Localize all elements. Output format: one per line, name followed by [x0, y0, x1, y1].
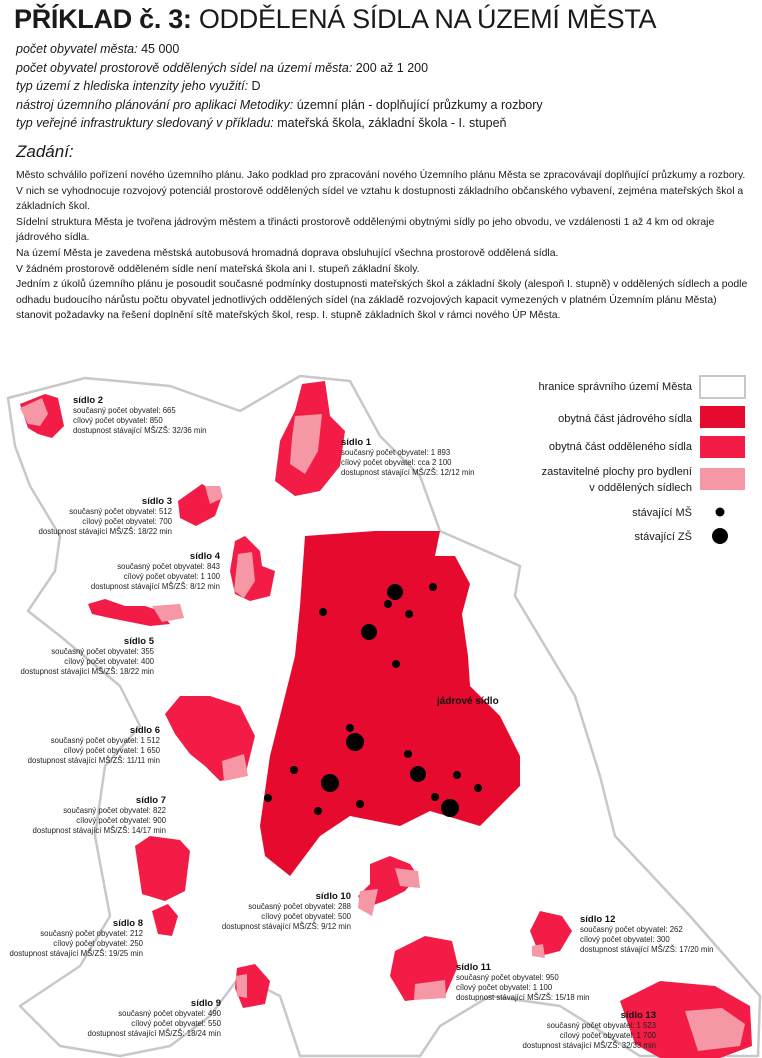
svg-text:sídlo 4: sídlo 4 [189, 551, 220, 562]
svg-text:současný počet obyvatel: 843: současný počet obyvatel: 843 [117, 562, 220, 571]
legend-separate-label: obytná část odděleného sídla [548, 441, 692, 453]
svg-text:dostupnost stávající MŠ/ZŠ: 17: dostupnost stávající MŠ/ZŠ: 17/20 min [580, 945, 714, 954]
svg-text:sídlo 3: sídlo 3 [141, 496, 172, 507]
svg-text:současný počet obyvatel: 262: současný počet obyvatel: 262 [580, 925, 683, 934]
param-population: počet obyvatel města: 45 000 [16, 42, 180, 56]
svg-text:dostupnost stávající MŠ/ZŠ: 18: dostupnost stávající MŠ/ZŠ: 18/22 min [38, 527, 172, 536]
svg-text:sídlo 6: sídlo 6 [129, 725, 160, 736]
svg-text:současný počet obyvatel: 512: současný počet obyvatel: 512 [69, 507, 172, 516]
svg-text:dostupnost stávající MŠ/ZŠ: 18: dostupnost stávající MŠ/ZŠ: 18/24 min [87, 1029, 221, 1038]
svg-text:současný počet obyvatel: 665: současný počet obyvatel: 665 [73, 406, 176, 415]
legend-kindergarten-label: stávající MŠ [632, 507, 692, 519]
legend-buildable-swatch [700, 468, 745, 490]
svg-text:dostupnost stávající MŠ/ZŠ: 19: dostupnost stávající MŠ/ZŠ: 19/25 min [9, 949, 143, 958]
paragraph: V žádném prostorově odděleném sídle není mateřská škola ani I. stupeň základní školy. [16, 263, 420, 275]
legend-boundary-swatch [700, 376, 745, 398]
paragraph: Sídelní struktura Města je tvořena jádrovým městem a třinácti prostorově oddělenými obytnými sídly po jeho obvodu, ve vzdálenosti 1 až 4 km od okraje jádrového sídla. [16, 216, 715, 244]
svg-text:cílový počet obyvatel: 500: cílový počet obyvatel: 500 [261, 912, 351, 921]
svg-text:sídlo 11: sídlo 11 [456, 962, 491, 973]
svg-text:cílový počet obyvatel: 1 700: cílový počet obyvatel: 1 700 [559, 1031, 656, 1040]
kindergarten-dot [356, 800, 364, 808]
svg-text:sídlo 12: sídlo 12 [580, 914, 616, 925]
school-dot [346, 733, 364, 751]
kindergarten-dot [384, 600, 392, 608]
assignment-text [16, 168, 751, 324]
param-planning-tool: nástroj územního plánování pro aplikaci Metodiky: územní plán - doplňující průzkumy a rozbory [16, 97, 543, 112]
svg-text:současný počet obyvatel: 1 512: současný počet obyvatel: 1 512 [50, 736, 160, 745]
legend-core-swatch [700, 406, 745, 428]
school-dot [441, 799, 459, 817]
param-separate-population: počet obyvatel prostorově oddělených sídel na území města: 200 až 1 200 [16, 60, 429, 75]
kindergarten-dot [405, 610, 413, 618]
svg-text:současný počet obyvatel: 288: současný počet obyvatel: 288 [248, 902, 351, 911]
legend-buildable-label-2: v oddělených sídlech [589, 482, 692, 494]
kindergarten-dot [431, 793, 439, 801]
legend-core-label: obytná část jádrového sídla [558, 413, 692, 425]
svg-text:současný počet obyvatel: 490: současný počet obyvatel: 490 [118, 1009, 221, 1018]
paragraph: Na území Města je zavedena městská autobusová hromadná doprava obsluhující všechna prostorově oddělená sídla. [16, 247, 559, 259]
svg-text:dostupnost stávající MŠ/ZŠ: 12: dostupnost stávající MŠ/ZŠ: 12/12 min [341, 468, 475, 477]
paragraph: Jedním z úkolů územního plánu je posoudit současné podmínky dostupnosti mateřských škol a základní školy (alespoň I. stupně) v oddělených sídlech a podle odhadu budoucího nárůstu počtu obyvatel jednotlivých oddělených sídel (na základě rozvojových kapacit vymezených v platném Územním plánu Města) stanovit požadavky na řešení doplnění sítě mateřských škol, resp. I. stupně základních škol v rámci nového ÚP Města. [16, 279, 748, 322]
svg-text:dostupnost stávající MŠ/ZŠ: 9/: dostupnost stávající MŠ/ZŠ: 9/12 min [221, 922, 351, 931]
svg-text:dostupnost stávající MŠ/ZŠ: 8/: dostupnost stávající MŠ/ZŠ: 8/12 min [90, 582, 220, 591]
svg-text:současný počet obyvatel: 822: současný počet obyvatel: 822 [63, 806, 166, 815]
kindergarten-dot [392, 660, 400, 668]
assignment-heading: Zadání: [16, 142, 74, 161]
kindergarten-dot [453, 771, 461, 779]
map-legend [539, 376, 745, 544]
svg-text:sídlo 7: sídlo 7 [135, 795, 166, 806]
svg-text:sídlo 1: sídlo 1 [341, 437, 372, 448]
svg-text:dostupnost stávající MŠ/ZŠ: 32: dostupnost stávající MŠ/ZŠ: 32/36 min [73, 426, 207, 435]
svg-text:dostupnost stávající MŠ/ZŠ: 18: dostupnost stávající MŠ/ZŠ: 18/22 min [20, 667, 154, 676]
svg-text:sídlo 5: sídlo 5 [123, 636, 154, 647]
kindergarten-dot [290, 766, 298, 774]
page-title [14, 4, 656, 35]
kindergarten-dot [264, 794, 272, 802]
svg-text:cílový počet obyvatel: 1 100: cílový počet obyvatel: 1 100 [123, 572, 220, 581]
legend-separate-swatch [700, 436, 745, 458]
svg-text:cílový počet obyvatel: 250: cílový počet obyvatel: 250 [53, 939, 143, 948]
kindergarten-dot [314, 807, 322, 815]
svg-text:cílový počet obyvatel: 400: cílový počet obyvatel: 400 [64, 657, 154, 666]
school-dot [321, 774, 339, 792]
title-rest: ODDĚLENÁ SÍDLA NA ÚZEMÍ MĚSTA [191, 4, 657, 34]
title-bold: PŘÍKLAD č. 3: [14, 4, 192, 34]
svg-text:sídlo 2: sídlo 2 [73, 395, 104, 406]
settlement-7-area [135, 836, 190, 901]
legend-buildable-label: zastavitelné plochy pro bydlení [541, 466, 692, 478]
school-dot [361, 624, 377, 640]
svg-text:cílový počet obyvatel: 550: cílový počet obyvatel: 550 [131, 1019, 221, 1028]
svg-text:dostupnost stávající MŠ/ZŠ: 14: dostupnost stávající MŠ/ZŠ: 14/17 min [32, 826, 166, 835]
kindergarten-dot [346, 724, 354, 732]
settlement-9-buildable [236, 974, 247, 998]
svg-text:současný počet obyvatel: 355: současný počet obyvatel: 355 [51, 647, 154, 656]
svg-text:cílový počet obyvatel: cca 2 1: cílový počet obyvatel: cca 2 100 [341, 458, 452, 467]
school-dot [410, 766, 426, 782]
settlement-12-buildable [532, 944, 545, 958]
svg-text:současný počet obyvatel: 1 523: současný počet obyvatel: 1 523 [546, 1021, 656, 1030]
svg-text:cílový počet obyvatel: 300: cílový počet obyvatel: 300 [580, 935, 670, 944]
svg-text:cílový počet obyvatel: 1 650: cílový počet obyvatel: 1 650 [63, 746, 160, 755]
core-settlement-label: jádrové sídlo [437, 696, 499, 707]
svg-text:sídlo 9: sídlo 9 [190, 998, 221, 1009]
svg-text:cílový počet obyvatel: 1 100: cílový počet obyvatel: 1 100 [456, 983, 553, 992]
svg-text:sídlo 13: sídlo 13 [620, 1010, 656, 1021]
param-area-type: typ území z hlediska intenzity jeho využití: D [16, 79, 261, 93]
svg-text:cílový počet obyvatel: 900: cílový počet obyvatel: 900 [76, 816, 166, 825]
svg-text:dostupnost stávající MŠ/ZŠ: 11: dostupnost stávající MŠ/ZŠ: 11/11 min [27, 756, 160, 765]
svg-text:sídlo 10: sídlo 10 [315, 891, 351, 902]
svg-text:sídlo 8: sídlo 8 [112, 918, 143, 929]
kindergarten-dot [404, 750, 412, 758]
svg-text:cílový počet obyvatel: 850: cílový počet obyvatel: 850 [73, 416, 163, 425]
param-infrastructure-type: typ veřejné infrastruktury sledovaný v příkladu: mateřská škola, základní škola - I. stupeň [16, 116, 507, 130]
svg-text:dostupnost stávající MŠ/ZŠ: 15: dostupnost stávající MŠ/ZŠ: 15/18 min [456, 993, 590, 1002]
legend-boundary-label: hranice správního území Města [538, 381, 692, 393]
paragraph: Město schválilo pořízení nového územního plánu. Jako podklad pro zpracování nového Územního plánu Města se zpracovávají doplňující průzkumy a rozbory. V nich se vyhodnocuje rozvojový potenciál prostorově oddělených sídel ve vztahu k dostupnosti základního občanského vybavení, zejména mateřských škol a základních škol. [16, 170, 746, 213]
legend-school-label: stávající ZŠ [634, 531, 692, 543]
svg-text:cílový počet obyvatel: 700: cílový počet obyvatel: 700 [82, 517, 172, 526]
kindergarten-dot [429, 583, 437, 591]
territory-map [0, 356, 762, 1058]
svg-text:současný počet obyvatel: 1 893: současný počet obyvatel: 1 893 [341, 448, 451, 457]
svg-text:současný počet obyvatel: 212: současný počet obyvatel: 212 [40, 929, 143, 938]
parameters-list [16, 40, 543, 133]
legend-kindergarten-dot [716, 508, 725, 517]
svg-text:dostupnost stávající MŠ/ZŠ: 32: dostupnost stávající MŠ/ZŠ: 32/33 min [522, 1041, 656, 1050]
legend-school-dot [712, 528, 728, 544]
school-dot [387, 584, 403, 600]
kindergarten-dot [474, 784, 482, 792]
kindergarten-dot [319, 608, 327, 616]
svg-text:současný počet obyvatel: 950: současný počet obyvatel: 950 [456, 973, 559, 982]
